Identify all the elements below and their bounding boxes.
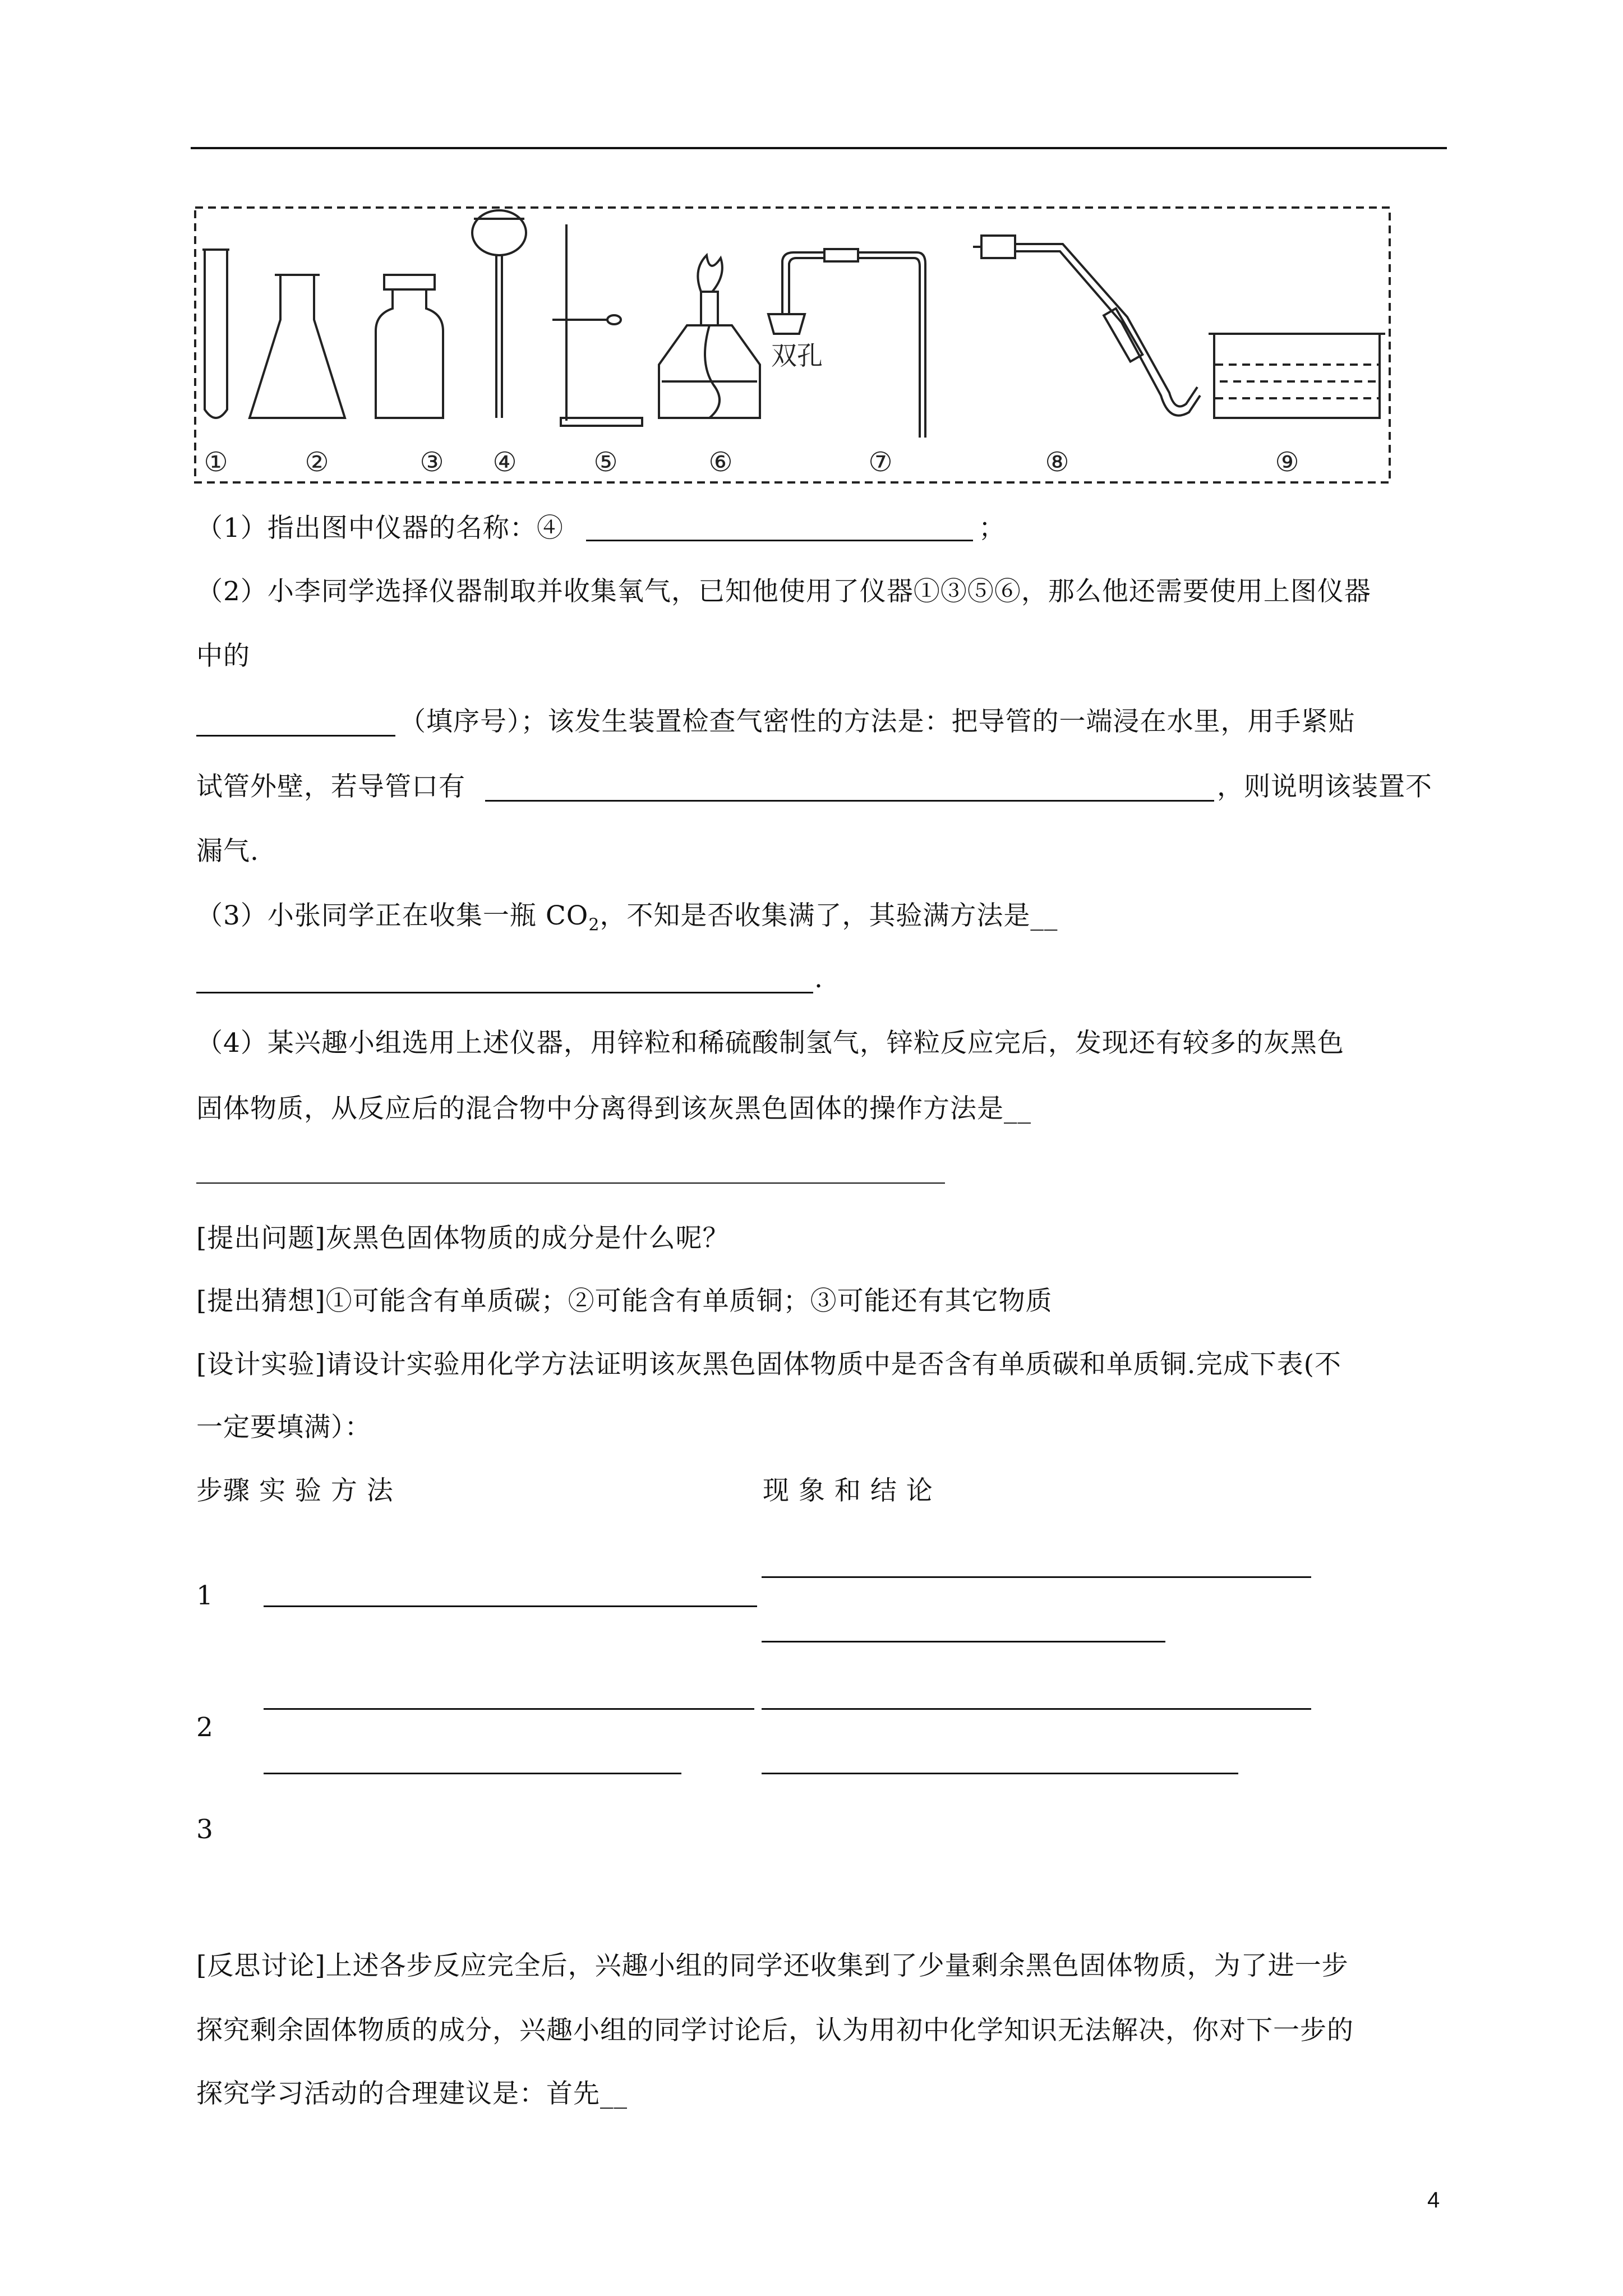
q2-line4-b: ，则说明该装置不 bbox=[1217, 771, 1432, 802]
row2-method-blank-2[interactable] bbox=[264, 1773, 681, 1774]
page-number: 4 bbox=[1427, 2188, 1440, 2212]
row-1-number: 1 bbox=[196, 1580, 214, 1611]
alcohol-lamp-icon bbox=[659, 255, 760, 418]
inquiry-design-2: 一定要填满）： bbox=[196, 1412, 372, 1443]
q3-text bbox=[196, 899, 1058, 942]
double-hole-label: 双孔 bbox=[771, 341, 823, 371]
row-2-number: 2 bbox=[196, 1712, 214, 1743]
label-7: ⑦ bbox=[868, 447, 893, 478]
inquiry-design-1: [设计实验]请设计实验用化学方法证明该灰黑色固体物质中是否含有单质碳和单质铜.完成下表(不 bbox=[196, 1349, 1341, 1380]
label-2: ② bbox=[305, 447, 329, 478]
label-6: ⑥ bbox=[708, 447, 733, 478]
row2-result-blank-1[interactable] bbox=[762, 1708, 1311, 1710]
q2-line1: （2）小李同学选择仪器制取并收集氧气，已知他使用了仪器①③⑤⑥，那么他还需要使用上图仪器 bbox=[196, 576, 1371, 607]
q4-line2: 固体物质，从反应后的混合物中分离得到该灰黑色固体的操作方法是__ bbox=[196, 1093, 1031, 1124]
long-neck-funnel-icon bbox=[472, 210, 526, 418]
q3-end: . bbox=[814, 963, 823, 994]
q3-answer-blank[interactable] bbox=[196, 992, 813, 993]
table-header-steps: 步骤 实 验 方 法 bbox=[196, 1475, 394, 1506]
label-1: ① bbox=[204, 447, 228, 478]
q3-text-a: （3）小张同学正在收集一瓶 CO bbox=[196, 900, 589, 931]
q2-answer-blank-2[interactable] bbox=[485, 800, 1214, 802]
q1-end: ； bbox=[979, 513, 1006, 544]
label-8: ⑧ bbox=[1045, 447, 1069, 478]
q3-text-b: ，不知是否收集满了，其验满方法是__ bbox=[600, 900, 1058, 931]
row2-result-blank-2[interactable] bbox=[762, 1773, 1238, 1774]
iron-stand-icon bbox=[552, 224, 642, 426]
water-trough-icon bbox=[1209, 334, 1385, 418]
q3-subscript: 2 bbox=[588, 915, 600, 935]
inquiry-hypothesis: [提出猜想]①可能含有单质碳；②可能含有单质铜；③可能还有其它物质 bbox=[196, 1286, 1053, 1317]
inquiry-question: [提出问题]灰黑色固体物质的成分是什么呢？ bbox=[196, 1223, 730, 1254]
q2-line5: 漏气. bbox=[196, 836, 259, 867]
delivery-tube-icon bbox=[973, 236, 1200, 416]
q4-answer-blank[interactable] bbox=[196, 1182, 945, 1184]
q4-line1: （4）某兴趣小组选用上述仪器，用锌粒和稀硫酸制氢气，锌粒反应完后，发现还有较多的灰黑色 bbox=[196, 1028, 1344, 1059]
q2-answer-blank-1[interactable] bbox=[196, 735, 395, 737]
row1-result-blank-2[interactable] bbox=[762, 1641, 1165, 1642]
label-9: ⑨ bbox=[1275, 447, 1299, 478]
label-3: ③ bbox=[419, 447, 444, 478]
label-4: ④ bbox=[492, 447, 517, 478]
reflection-line3: 探究学习活动的合理建议是：首先__ bbox=[196, 2078, 628, 2109]
apparatus-figure bbox=[193, 202, 1394, 488]
label-5: ⑤ bbox=[593, 447, 618, 478]
test-tube-icon bbox=[202, 250, 229, 418]
q2-line3: （填序号）；该发生装置检查气密性的方法是：把导管的一端浸在水里，用手紧贴 bbox=[399, 706, 1355, 737]
row2-method-blank-1[interactable] bbox=[264, 1708, 754, 1710]
q2-line2: 中的 bbox=[196, 641, 250, 671]
row1-method-blank[interactable] bbox=[264, 1605, 757, 1607]
reflection-line1: [反思讨论]上述各步反应完全后，兴趣小组的同学还收集到了少量剩余黑色固体物质，为了进一步 bbox=[196, 1950, 1349, 1981]
reflection-line2: 探究剩余固体物质的成分，兴趣小组的同学讨论后，认为用初中化学知识无法解决，你对下一步的 bbox=[196, 2015, 1354, 2046]
row-3-number: 3 bbox=[196, 1814, 214, 1845]
conical-flask-icon bbox=[250, 275, 345, 418]
gas-jar-icon bbox=[376, 275, 443, 418]
row1-result-blank-1[interactable] bbox=[762, 1576, 1311, 1578]
q2-line4-a: 试管外壁，若导管口有 bbox=[196, 771, 465, 802]
q1-answer-blank[interactable] bbox=[586, 540, 973, 541]
table-header-result: 现 象 和 结 论 bbox=[763, 1475, 933, 1506]
q1-text: （1）指出图中仪器的名称：④ bbox=[196, 513, 564, 544]
header-rule bbox=[191, 147, 1447, 149]
